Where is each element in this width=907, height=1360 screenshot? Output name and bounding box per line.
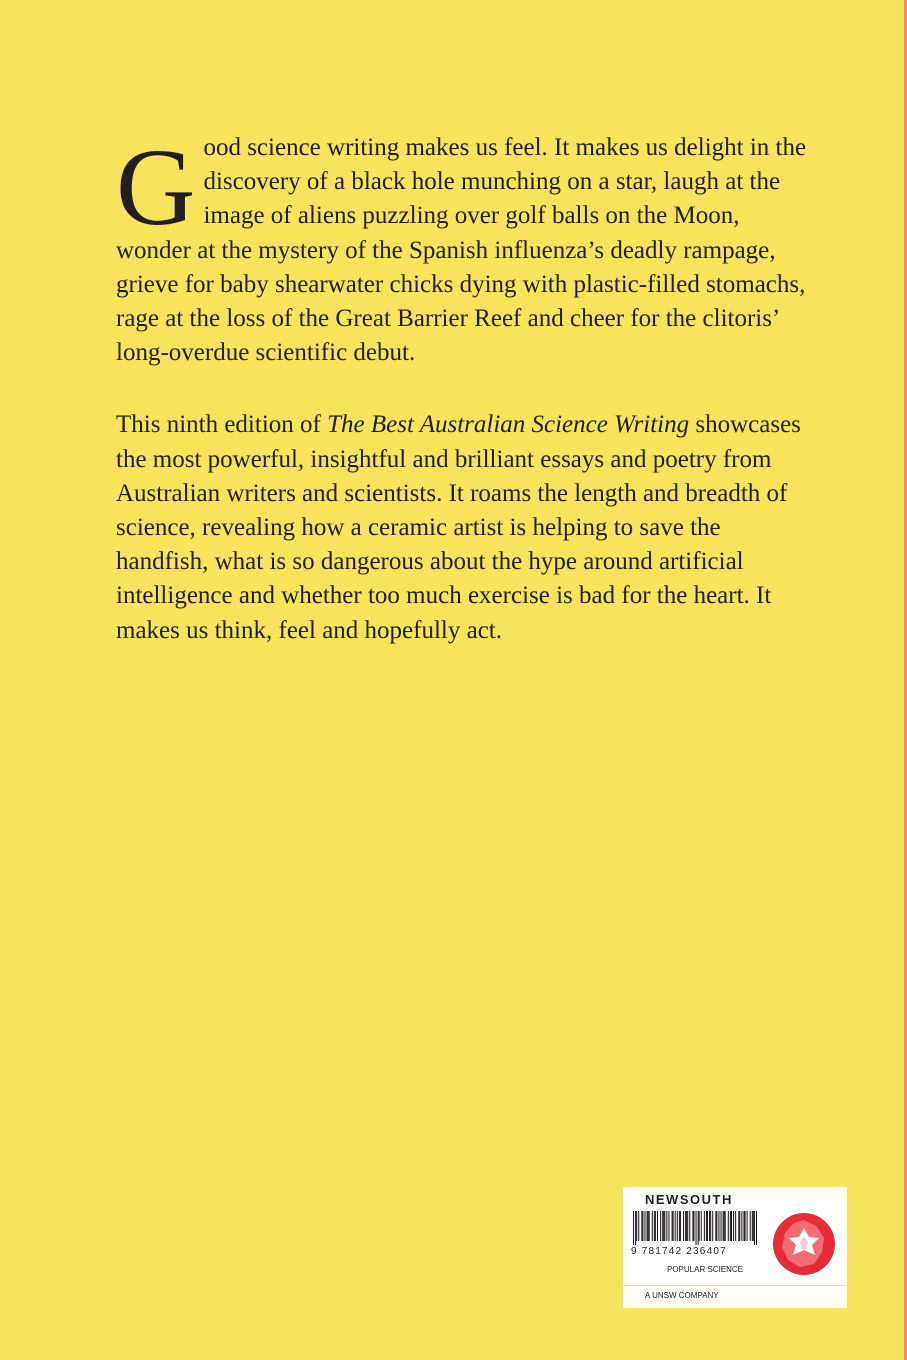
blurb-paragraph-1 <box>116 126 816 370</box>
barcode-bar <box>657 1211 658 1241</box>
barcode-bar <box>715 1211 716 1241</box>
barcode-bar <box>680 1211 681 1241</box>
blurb-paragraph-2 <box>116 408 816 647</box>
isbn-number: 9 781742 236407 <box>631 1246 727 1257</box>
barcode-bar <box>730 1211 731 1241</box>
barcode-bar <box>745 1211 746 1241</box>
barcode-bar <box>723 1211 724 1241</box>
blurb-paragraph-2-lead: This ninth edition of <box>116 411 328 439</box>
barcode-bar <box>710 1211 711 1241</box>
barcode-bar <box>707 1211 708 1241</box>
barcode-bar <box>677 1211 678 1241</box>
barcode-bar <box>635 1211 636 1245</box>
barcode <box>633 1211 757 1245</box>
blurb-paragraph-2-text: showcases the most powerful, insightful and brilliant essays and poetry from Australian writers and scientists. It roams the length and breadth of science, revealing how a ceramic artist is helping to save the handfish, what is so dangerous about the hype around artificial intelligence and whether too much exercise is bad for the heart. It makes us think, feel and hopefully act. <box>116 411 801 644</box>
barcode-bar <box>685 1211 686 1241</box>
cover-blurb <box>116 126 816 648</box>
barcode-bar <box>754 1211 755 1245</box>
barcode-bar <box>701 1211 702 1241</box>
barcode-bar <box>716 1211 717 1241</box>
star-polygon-icon <box>772 1212 836 1276</box>
barcode-bar <box>662 1211 663 1241</box>
barcode-bar <box>664 1211 665 1241</box>
barcode-bar <box>666 1211 667 1241</box>
barcode-bar <box>689 1211 690 1241</box>
barcode-bar <box>738 1211 739 1241</box>
publisher-name: NEWSOUTH <box>645 1192 733 1207</box>
barcode-bar <box>655 1211 656 1241</box>
barcode-bar <box>698 1211 699 1245</box>
barcode-bar <box>696 1211 697 1245</box>
barcode-bar <box>706 1211 707 1241</box>
barcode-bar <box>648 1211 649 1241</box>
book-title: The Best Australian Science Writing <box>327 411 690 439</box>
barcode-bar <box>704 1211 705 1241</box>
barcode-bar <box>683 1211 684 1241</box>
barcode-bar <box>756 1211 757 1245</box>
barcode-bar <box>721 1211 722 1241</box>
barcode-bar <box>709 1211 710 1241</box>
barcode-bar <box>673 1211 674 1241</box>
barcode-bar <box>747 1211 748 1241</box>
barcode-bar <box>712 1211 713 1241</box>
barcode-bar <box>750 1211 751 1241</box>
barcode-bar <box>642 1211 643 1241</box>
barcode-bar <box>753 1211 754 1241</box>
barcode-bar <box>663 1211 664 1241</box>
barcode-bar <box>633 1211 634 1245</box>
barcode-bar <box>718 1211 719 1241</box>
barcode-bar <box>654 1211 655 1241</box>
barcode-bar <box>686 1211 687 1241</box>
barcode-bar <box>724 1211 725 1241</box>
barcode-bar <box>725 1211 726 1241</box>
barcode-bar <box>731 1211 732 1241</box>
barcode-bar <box>741 1211 742 1241</box>
category-label: POPULAR SCIENCE <box>667 1265 744 1274</box>
barcode-bar <box>668 1211 669 1241</box>
barcode-bar <box>679 1211 680 1241</box>
barcode-bar <box>672 1211 673 1241</box>
barcode-bar <box>752 1211 753 1241</box>
publisher-footer <box>623 1285 847 1308</box>
barcode-bar <box>743 1211 744 1241</box>
barcode-bar <box>638 1211 639 1241</box>
barcode-bar <box>675 1211 676 1241</box>
barcode-bar <box>652 1211 653 1241</box>
barcode-bar <box>699 1211 700 1241</box>
publisher-box <box>623 1187 847 1307</box>
barcode-bar <box>649 1211 650 1241</box>
barcode-bar <box>728 1211 729 1241</box>
drop-cap: G <box>116 126 196 248</box>
barcode-bar <box>693 1211 694 1241</box>
barcode-bar <box>739 1211 740 1241</box>
barcode-bar <box>687 1211 688 1241</box>
barcode-bar <box>660 1211 661 1241</box>
publisher-tagline: A UNSW COMPANY <box>645 1291 719 1300</box>
barcode-bar <box>641 1211 642 1241</box>
barcode-bar <box>636 1211 637 1241</box>
barcode-bar <box>692 1211 693 1241</box>
barcode-bar <box>735 1211 736 1241</box>
barcode-bar <box>644 1211 645 1241</box>
barcode-bar <box>647 1211 648 1241</box>
barcode-bar <box>733 1211 734 1241</box>
blurb-paragraph-1-text: ood science writing makes us feel. It makes us delight in the discovery of a black hole munching on a star, laugh at the image of aliens puzzling over golf balls on the Moon, wonder at the mystery of the Spanish influenza’s deadly rampage, grieve for baby shearwater chicks dying with plastic-filled stomachs, rage at the loss of the Great Barrier Reef and cheer for the clitoris’ long-overdue scientific debut. <box>116 134 807 367</box>
